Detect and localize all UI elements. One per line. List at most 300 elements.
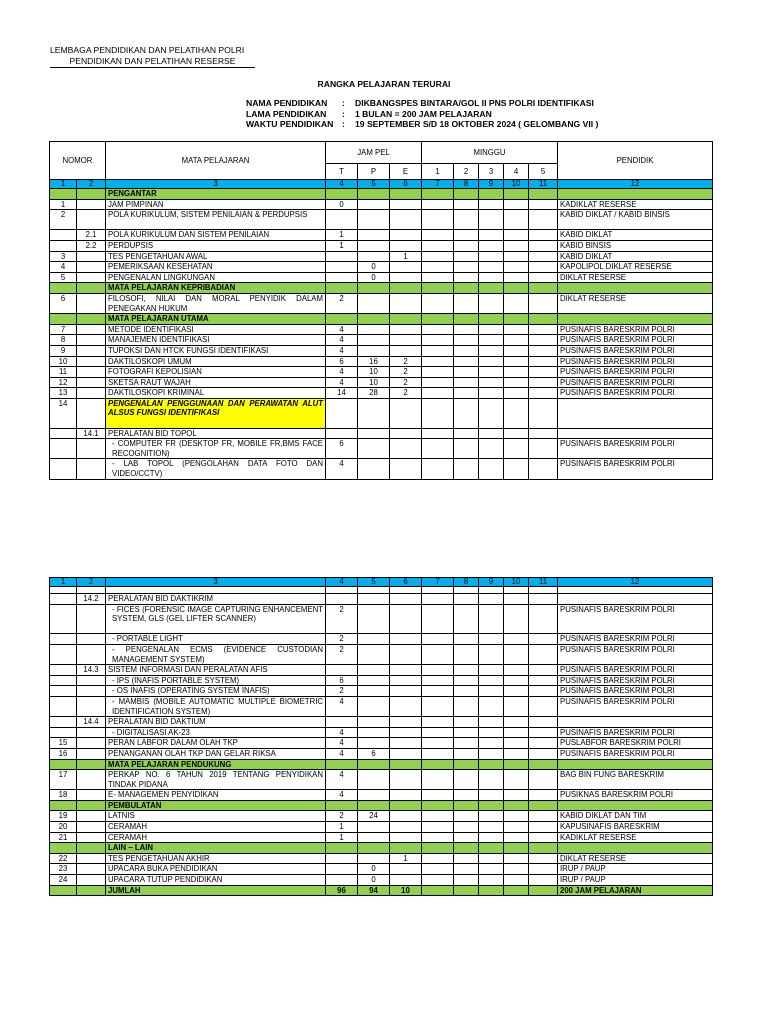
cell-week-5 — [529, 240, 558, 251]
cell-nomor — [50, 594, 77, 605]
cell-week-1 — [422, 377, 454, 388]
cell-week-1 — [422, 843, 454, 854]
cell-jam-t — [326, 587, 358, 594]
cell-week-1 — [422, 594, 454, 605]
cell-sub-nomor — [77, 696, 106, 716]
cell-pendidik: 200 JAM PELAJARAN — [558, 885, 713, 896]
cell-week-3 — [479, 594, 504, 605]
cell-mata-pelajaran: E- MANAGEMEN PENYIDIKAN — [106, 790, 326, 801]
cell-week-2 — [454, 832, 479, 843]
cell-jam-p: 94 — [358, 885, 390, 896]
col-number: 5 — [358, 578, 390, 587]
cell-week-1 — [422, 686, 454, 697]
cell-nomor: 9 — [50, 345, 77, 356]
cell-mata-pelajaran: - IPS (INAFIS PORTABLE SYSTEM) — [106, 675, 326, 686]
col-number: 11 — [529, 180, 558, 189]
cell-mata-pelajaran: LATNIS — [106, 811, 326, 822]
table-row — [50, 199, 713, 210]
cell-week-3 — [479, 367, 504, 378]
section-row — [50, 314, 713, 325]
cell-sub-nomor — [77, 885, 106, 896]
cell-week-2 — [454, 324, 479, 335]
cell-mata-pelajaran: PERALATAN BID DAKTIUM — [106, 717, 326, 728]
cell-week-1 — [422, 356, 454, 367]
cell-sub-nomor — [77, 738, 106, 749]
cell-week-1 — [422, 832, 454, 843]
cell-week-5 — [529, 843, 558, 854]
cell-jam-e — [390, 864, 422, 875]
cell-week-1 — [422, 770, 454, 790]
cell-nomor: 19 — [50, 811, 77, 822]
info-row-name — [246, 98, 598, 109]
cell-jam-t — [326, 262, 358, 273]
table-row — [50, 240, 713, 251]
cell-sub-nomor — [77, 853, 106, 864]
cell-week-4 — [504, 727, 529, 738]
cell-sub-nomor — [77, 864, 106, 875]
cell-jam-e — [390, 738, 422, 749]
cell-jam-p: 16 — [358, 356, 390, 367]
cell-jam-p — [358, 800, 390, 811]
cell-week-5 — [529, 738, 558, 749]
cell-week-3 — [479, 356, 504, 367]
cell-jam-e — [390, 398, 422, 428]
cell-jam-t: 1 — [326, 240, 358, 251]
cell-mata-pelajaran: LAIN – LAIN — [106, 843, 326, 854]
cell-jam-t: 0 — [326, 199, 358, 210]
cell-week-2 — [454, 230, 479, 241]
cell-jam-e — [390, 230, 422, 241]
cell-week-1 — [422, 388, 454, 399]
table-row — [50, 398, 713, 428]
section-row — [50, 283, 713, 294]
cell-week-4 — [504, 324, 529, 335]
cell-mata-pelajaran: PERDUPSIS — [106, 240, 326, 251]
cell-week-5 — [529, 262, 558, 273]
cell-jam-e: 2 — [390, 388, 422, 399]
cell-week-5 — [529, 587, 558, 594]
cell-jam-t: 2 — [326, 604, 358, 634]
cell-nomor: 21 — [50, 832, 77, 843]
total-row — [50, 885, 713, 896]
cell-jam-t — [326, 875, 358, 886]
cell-sub-nomor — [77, 832, 106, 843]
cell-nomor: 23 — [50, 864, 77, 875]
col-number: 9 — [479, 180, 504, 189]
org-line-1: LEMBAGA PENDIDIKAN DAN PELATIHAN POLRI — [50, 45, 245, 55]
cell-week-4 — [504, 356, 529, 367]
cell-mata-pelajaran: UPACARA TUTUP PENDIDIKAN — [106, 875, 326, 886]
cell-week-5 — [529, 885, 558, 896]
cell-week-4 — [504, 717, 529, 728]
cell-pendidik: PUSINAFIS BARESKRIM POLRI — [558, 686, 713, 697]
cell-week-2 — [454, 293, 479, 313]
cell-jam-e — [390, 748, 422, 759]
cell-week-5 — [529, 675, 558, 686]
cell-pendidik: KABID DIKLAT / KABID BINSIS — [558, 210, 713, 230]
cell-pendidik: PUSINAFIS BARESKRIM POLRI — [558, 727, 713, 738]
cell-jam-p — [358, 283, 390, 294]
cell-pendidik: PUSINAFIS BARESKRIM POLRI — [558, 439, 713, 459]
cell-week-5 — [529, 356, 558, 367]
table-row — [50, 230, 713, 241]
cell-jam-e — [390, 428, 422, 439]
cell-jam-p — [358, 594, 390, 605]
col-number: 8 — [454, 578, 479, 587]
cell-week-1 — [422, 240, 454, 251]
cell-pendidik — [558, 843, 713, 854]
cell-week-4 — [504, 367, 529, 378]
cell-jam-p: 0 — [358, 864, 390, 875]
section-row — [50, 843, 713, 854]
cell-week-4 — [504, 398, 529, 428]
cell-week-2 — [454, 262, 479, 273]
cell-week-2 — [454, 822, 479, 833]
cell-nomor — [50, 885, 77, 896]
cell-jam-e — [390, 335, 422, 346]
cell-mata-pelajaran: MANAJEMEN IDENTIFIKASI — [106, 335, 326, 346]
cell-sub-nomor — [77, 604, 106, 634]
cell-week-2 — [454, 377, 479, 388]
col-number: 8 — [454, 180, 479, 189]
cell-jam-e — [390, 587, 422, 594]
cell-jam-t — [326, 864, 358, 875]
cell-week-5 — [529, 335, 558, 346]
cell-week-3 — [479, 864, 504, 875]
cell-week-5 — [529, 811, 558, 822]
cell-week-3 — [479, 293, 504, 313]
cell-week-3 — [479, 428, 504, 439]
table-row — [50, 727, 713, 738]
table-1-body — [50, 189, 713, 480]
cell-week-2 — [454, 314, 479, 325]
table-row — [50, 696, 713, 716]
cell-week-2 — [454, 587, 479, 594]
cell-week-3 — [479, 738, 504, 749]
cell-pendidik: PUSINAFIS BARESKRIM POLRI — [558, 356, 713, 367]
cell-jam-e: 2 — [390, 377, 422, 388]
cell-jam-e: 2 — [390, 356, 422, 367]
cell-week-2 — [454, 843, 479, 854]
cell-week-2 — [454, 459, 479, 479]
col-number: 12 — [558, 180, 713, 189]
section-row — [50, 800, 713, 811]
cell-week-3 — [479, 759, 504, 770]
cell-week-5 — [529, 367, 558, 378]
cell-jam-p — [358, 459, 390, 479]
cell-nomor: 11 — [50, 367, 77, 378]
cell-week-2 — [454, 367, 479, 378]
cell-nomor — [50, 800, 77, 811]
cell-jam-p — [358, 686, 390, 697]
cell-week-3 — [479, 189, 504, 200]
cell-nomor — [50, 604, 77, 634]
cell-jam-p — [358, 822, 390, 833]
table-row — [50, 832, 713, 843]
cell-sub-nomor: 14.1 — [77, 428, 106, 439]
column-number-row — [50, 578, 713, 587]
cell-nomor — [50, 717, 77, 728]
cell-week-1 — [422, 189, 454, 200]
col-header-pendidik: PENDIDIK — [558, 142, 713, 180]
cell-week-2 — [454, 356, 479, 367]
cell-sub-nomor — [77, 388, 106, 399]
cell-week-2 — [454, 727, 479, 738]
cell-mata-pelajaran: POLA KURIKULUM DAN SISTEM PENILAIAN — [106, 230, 326, 241]
cell-jam-p: 6 — [358, 748, 390, 759]
col-number: 11 — [529, 578, 558, 587]
cell-jam-e — [390, 210, 422, 230]
cell-week-2 — [454, 251, 479, 262]
cell-nomor: 7 — [50, 324, 77, 335]
cell-pendidik — [558, 189, 713, 200]
cell-week-4 — [504, 594, 529, 605]
cell-week-2 — [454, 875, 479, 886]
cell-sub-nomor — [77, 770, 106, 790]
col-header-week-3: 3 — [479, 164, 504, 180]
cell-mata-pelajaran: PENGENALAN LINGKUNGAN — [106, 272, 326, 283]
cell-jam-e — [390, 727, 422, 738]
col-number: 10 — [504, 578, 529, 587]
cell-week-1 — [422, 822, 454, 833]
col-number: 5 — [358, 180, 390, 189]
cell-sub-nomor — [77, 345, 106, 356]
cell-week-4 — [504, 293, 529, 313]
col-header-week-2: 2 — [454, 164, 479, 180]
cell-jam-t — [326, 800, 358, 811]
cell-mata-pelajaran: - PENGENALAN ECMS (EVIDENCE CUSTODIAN MANAGEMENT SYSTEM) — [106, 644, 326, 664]
cell-nomor: 18 — [50, 790, 77, 801]
cell-week-1 — [422, 790, 454, 801]
cell-jam-t: 4 — [326, 367, 358, 378]
cell-nomor — [50, 696, 77, 716]
table-row — [50, 367, 713, 378]
cell-week-5 — [529, 853, 558, 864]
cell-sub-nomor — [77, 822, 106, 833]
cell-jam-t — [326, 717, 358, 728]
cell-week-5 — [529, 875, 558, 886]
cell-week-3 — [479, 853, 504, 864]
cell-week-1 — [422, 885, 454, 896]
cell-jam-t: 6 — [326, 439, 358, 459]
cell-jam-t: 4 — [326, 696, 358, 716]
cell-jam-p: 0 — [358, 272, 390, 283]
cell-week-5 — [529, 717, 558, 728]
cell-pendidik: PUSINAFIS BARESKRIM POLRI — [558, 335, 713, 346]
cell-mata-pelajaran: PENANGANAN OLAH TKP DAN GELAR RIKSA — [106, 748, 326, 759]
cell-sub-nomor — [77, 587, 106, 594]
cell-nomor — [50, 314, 77, 325]
cell-jam-t: 96 — [326, 885, 358, 896]
cell-week-2 — [454, 811, 479, 822]
cell-jam-e — [390, 675, 422, 686]
cell-jam-p — [358, 843, 390, 854]
cell-week-5 — [529, 759, 558, 770]
cell-jam-t: 4 — [326, 748, 358, 759]
cell-week-5 — [529, 832, 558, 843]
cell-week-3 — [479, 800, 504, 811]
cell-week-1 — [422, 335, 454, 346]
cell-jam-e — [390, 686, 422, 697]
cell-week-4 — [504, 770, 529, 790]
cell-jam-e — [390, 759, 422, 770]
cell-week-3 — [479, 251, 504, 262]
cell-week-4 — [504, 822, 529, 833]
cell-nomor: 3 — [50, 251, 77, 262]
cell-week-4 — [504, 428, 529, 439]
cell-mata-pelajaran: - COMPUTER FR (DESKTOP FR, MOBILE FR,BMS FACE RECOGNITION) — [106, 439, 326, 459]
cell-nomor — [50, 759, 77, 770]
cell-nomor: 16 — [50, 748, 77, 759]
cell-jam-e — [390, 199, 422, 210]
cell-jam-p: 10 — [358, 367, 390, 378]
cell-jam-t — [326, 759, 358, 770]
cell-jam-t: 14 — [326, 388, 358, 399]
col-number: 6 — [390, 180, 422, 189]
info-label: LAMA PENDIDIKAN — [246, 108, 327, 119]
cell-jam-e — [390, 262, 422, 273]
cell-sub-nomor — [77, 675, 106, 686]
cell-jam-p — [358, 717, 390, 728]
col-number: 1 — [50, 180, 77, 189]
cell-sub-nomor — [77, 314, 106, 325]
cell-mata-pelajaran: CERAMAH — [106, 832, 326, 843]
cell-week-4 — [504, 853, 529, 864]
cell-week-3 — [479, 283, 504, 294]
cell-mata-pelajaran: FOTOGRAFI KEPOLISIAN — [106, 367, 326, 378]
table-row — [50, 324, 713, 335]
cell-sub-nomor — [77, 800, 106, 811]
cell-week-1 — [422, 199, 454, 210]
cell-week-4 — [504, 251, 529, 262]
cell-sub-nomor — [77, 875, 106, 886]
info-sep: : — [342, 98, 345, 108]
document-title: RANGKA PELAJARAN TERURAI — [317, 79, 451, 89]
cell-jam-p — [358, 587, 390, 594]
cell-mata-pelajaran: MATA PELAJARAN UTAMA — [106, 314, 326, 325]
cell-pendidik: PUSINAFIS BARESKRIM POLRI — [558, 696, 713, 716]
section-row — [50, 759, 713, 770]
cell-mata-pelajaran: TUPOKSI DAN HTCK FUNGSI IDENTIFIKASI — [106, 345, 326, 356]
col-number: 3 — [106, 578, 326, 587]
table-row — [50, 748, 713, 759]
cell-jam-e — [390, 832, 422, 843]
cell-mata-pelajaran: FILOSOFI, NILAI DAN MORAL PENYIDIK DALAM PENEGAKAN HUKUM — [106, 293, 326, 313]
info-value: 1 BULAN = 200 JAM PELAJARAN — [355, 108, 492, 119]
cell-mata-pelajaran: - MAMBIS (MOBILE AUTOMATIC MULTIPLE BIOMETRIC IDENTIFICATION SYSTEM) — [106, 696, 326, 716]
cell-week-2 — [454, 604, 479, 634]
cell-sub-nomor — [77, 283, 106, 294]
cell-jam-t: 4 — [326, 770, 358, 790]
cell-jam-t: 4 — [326, 790, 358, 801]
cell-mata-pelajaran: - PORTABLE LIGHT — [106, 634, 326, 645]
table-row — [50, 377, 713, 388]
cell-week-4 — [504, 199, 529, 210]
cell-week-2 — [454, 594, 479, 605]
cell-week-4 — [504, 388, 529, 399]
cell-nomor — [50, 189, 77, 200]
cell-jam-p: 24 — [358, 811, 390, 822]
cell-jam-e — [390, 822, 422, 833]
cell-jam-p — [358, 398, 390, 428]
table-row — [50, 604, 713, 634]
cell-nomor — [50, 459, 77, 479]
cell-jam-t: 2 — [326, 293, 358, 313]
cell-sub-nomor — [77, 748, 106, 759]
cell-mata-pelajaran: TES PENGETAHUAN AKHIR — [106, 853, 326, 864]
table-row — [50, 587, 713, 594]
col-header-nomor: NOMOR — [50, 142, 106, 180]
cell-week-3 — [479, 790, 504, 801]
cell-jam-e — [390, 345, 422, 356]
cell-jam-p — [358, 790, 390, 801]
cell-pendidik: KABID DIKLAT — [558, 230, 713, 241]
cell-pendidik: PUSINAFIS BARESKRIM POLRI — [558, 604, 713, 634]
cell-jam-p — [358, 738, 390, 749]
table-row — [50, 675, 713, 686]
cell-week-1 — [422, 864, 454, 875]
cell-pendidik: PUSINAFIS BARESKRIM POLRI — [558, 748, 713, 759]
cell-week-1 — [422, 367, 454, 378]
cell-week-1 — [422, 398, 454, 428]
cell-nomor: 15 — [50, 738, 77, 749]
info-label: WAKTU PENDIDIKAN — [246, 119, 334, 129]
cell-jam-e — [390, 696, 422, 716]
cell-week-4 — [504, 864, 529, 875]
cell-sub-nomor — [77, 686, 106, 697]
cell-jam-t — [326, 843, 358, 854]
cell-week-2 — [454, 738, 479, 749]
cell-pendidik: PUSINAFIS BARESKRIM POLRI — [558, 665, 713, 676]
cell-week-3 — [479, 665, 504, 676]
cell-jam-p — [358, 644, 390, 664]
table-row — [50, 822, 713, 833]
cell-nomor: 14 — [50, 398, 77, 428]
cell-pendidik — [558, 587, 713, 594]
header-row-main — [50, 142, 713, 164]
col-number: 10 — [504, 180, 529, 189]
table-row — [50, 428, 713, 439]
cell-week-1 — [422, 439, 454, 459]
schedule-table-2 — [49, 577, 713, 896]
cell-week-1 — [422, 748, 454, 759]
cell-jam-t — [326, 283, 358, 294]
col-number: 2 — [77, 578, 106, 587]
cell-week-5 — [529, 388, 558, 399]
col-number: 12 — [558, 578, 713, 587]
cell-week-2 — [454, 748, 479, 759]
cell-nomor: 8 — [50, 335, 77, 346]
cell-pendidik: KAPUSINAFIS BARESKRIM — [558, 822, 713, 833]
col-number: 6 — [390, 578, 422, 587]
col-number: 2 — [77, 180, 106, 189]
cell-week-5 — [529, 251, 558, 262]
cell-week-5 — [529, 345, 558, 356]
table-row — [50, 790, 713, 801]
info-value: 19 SEPTEMBER S/D 18 OKTOBER 2024 ( GELOMBANG VII ) — [355, 119, 599, 129]
cell-week-5 — [529, 210, 558, 230]
cell-week-4 — [504, 759, 529, 770]
cell-jam-e: 2 — [390, 367, 422, 378]
cell-mata-pelajaran: - DIGITALISASI AK-23 — [106, 727, 326, 738]
cell-nomor — [50, 439, 77, 459]
cell-week-2 — [454, 770, 479, 790]
cell-pendidik: PUSLABFOR BARESKRIM POLRI — [558, 738, 713, 749]
cell-week-3 — [479, 727, 504, 738]
cell-week-2 — [454, 644, 479, 664]
cell-week-3 — [479, 875, 504, 886]
cell-jam-e — [390, 240, 422, 251]
